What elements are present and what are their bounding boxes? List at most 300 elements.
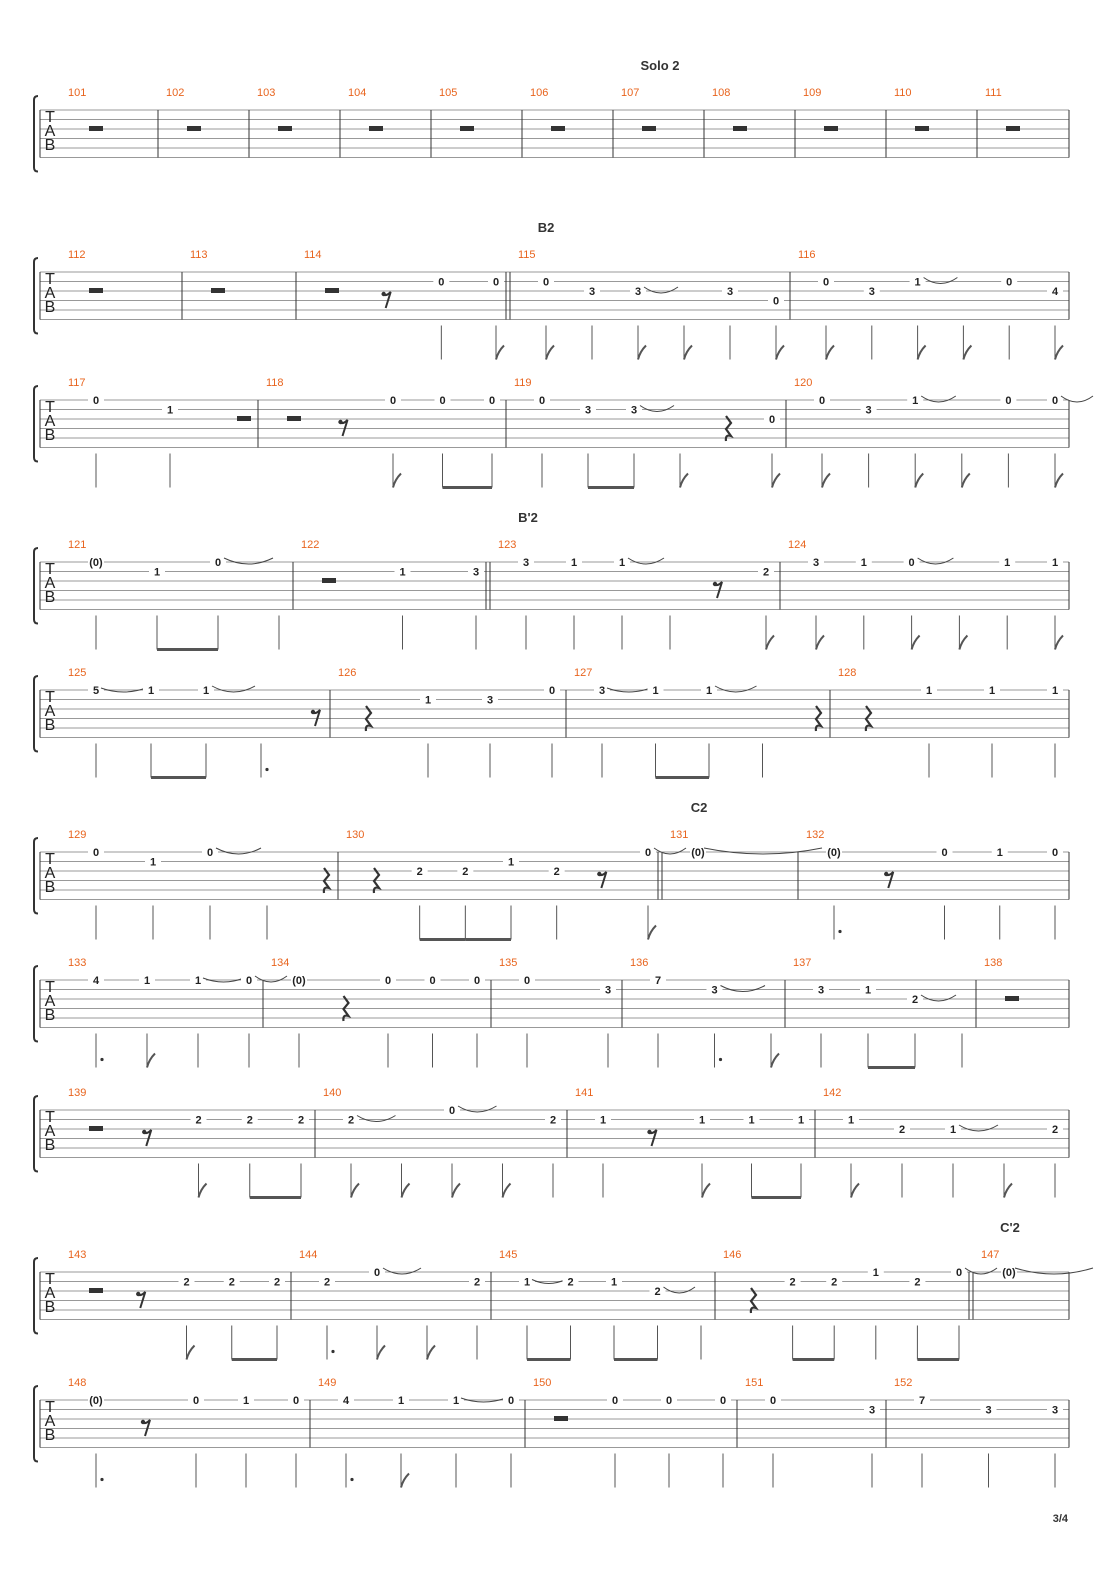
eighth-rest-dot [597, 872, 601, 876]
tab-clef-letter: B [44, 589, 56, 606]
fret-number: 3 [584, 404, 592, 417]
fret-number: 0 [92, 847, 100, 859]
measure [68, 957, 290, 1068]
eighth-flag [915, 474, 923, 488]
fret-number: 1 [618, 557, 626, 569]
tie [921, 995, 956, 1001]
measure [190, 249, 225, 293]
fret-number: 3 [868, 1404, 876, 1417]
half-rest [824, 126, 838, 131]
measure [68, 829, 329, 940]
fret-number: 1 [1051, 685, 1059, 697]
measure [299, 1249, 485, 1360]
measure-number: 101 [68, 87, 87, 99]
tab-clef-letter: B [44, 137, 56, 154]
fret-number: 1 [143, 975, 151, 987]
measure-number: 150 [533, 1377, 552, 1389]
fret-number: 1 [153, 566, 161, 579]
fret-number: 1 [166, 404, 174, 417]
eighth-flag [496, 346, 504, 360]
section-label: Solo 2 [640, 58, 680, 73]
fret-number: 1 [1004, 557, 1011, 569]
measure [621, 87, 656, 131]
measure [798, 249, 1063, 360]
fret-number: 2 [762, 566, 770, 579]
eighth-flag [638, 346, 646, 360]
half-rest [287, 416, 301, 421]
system-bracket [34, 96, 38, 172]
system-bracket [34, 1386, 38, 1462]
fret-number: 2 [183, 1276, 190, 1289]
measure-number: 104 [348, 87, 367, 99]
tab-system [34, 1220, 1093, 1360]
eighth-rest-dot [142, 1130, 146, 1134]
fret-number: 2 [1051, 1124, 1059, 1136]
fret-number: 0 [611, 1395, 619, 1407]
fret-number: 0 [439, 395, 446, 407]
measure [499, 1249, 701, 1360]
page-number: 3/4 [1052, 1513, 1068, 1525]
fret-number: 1 [452, 1395, 460, 1407]
measure-number: 144 [299, 1249, 318, 1261]
measure [166, 87, 201, 131]
half-rest [89, 1288, 103, 1293]
tab-clef-letter: T [45, 979, 55, 996]
fret-number: 4 [92, 975, 100, 987]
measure [981, 1249, 1093, 1279]
measure-number: 117 [68, 377, 86, 389]
fret-number: 0 [548, 685, 556, 697]
tie [640, 406, 674, 412]
fret-number: 3 [726, 286, 734, 298]
dot [331, 1350, 334, 1353]
measure-number: 125 [68, 667, 87, 679]
fret-number: 0 [92, 395, 100, 407]
measure-number: 106 [530, 87, 549, 99]
half-rest [551, 126, 565, 131]
fret-number: 3 [472, 566, 480, 579]
eighth-flag [648, 926, 656, 940]
tab-clef-letter: A [44, 1285, 56, 1302]
fret-number: 0 [429, 975, 436, 987]
fret-number: 1 [424, 694, 432, 707]
eighth-rest-dot [311, 710, 315, 714]
tie [212, 686, 255, 692]
measure-number: 137 [793, 957, 812, 969]
eighth-flag [912, 636, 920, 650]
fret-number: 0 [1051, 847, 1059, 859]
half-rest [369, 126, 383, 131]
tie [216, 848, 261, 854]
fret-number: 1 [912, 395, 919, 407]
system-bracket [34, 386, 38, 462]
tab-clef-letter: B [44, 879, 56, 896]
eighth-flag [918, 346, 926, 360]
fret-number: 0 [542, 276, 550, 289]
measure-number: 149 [318, 1377, 337, 1389]
measure [68, 87, 103, 131]
eighth-rest-dot [338, 420, 342, 424]
half-rest [89, 1126, 103, 1131]
fret-number: 1 [147, 685, 155, 697]
fret-number: 4 [342, 1395, 350, 1407]
measure-number: 126 [338, 667, 357, 679]
measure-number: 108 [712, 87, 731, 99]
measure-number: 135 [499, 957, 518, 969]
fret-number: 3 [604, 984, 612, 997]
tie [383, 1268, 421, 1274]
measure [712, 87, 747, 131]
eighth-flag [147, 1054, 155, 1068]
fret-number: 3 [634, 286, 642, 298]
system-bracket [34, 548, 38, 624]
tie [644, 287, 678, 293]
fret-number: 3 [588, 286, 596, 298]
measure-number: 105 [439, 87, 458, 99]
measure [630, 957, 779, 1068]
measure-number: 146 [723, 1249, 742, 1261]
fret-number: 1 [399, 566, 406, 579]
fret-number: 2 [228, 1276, 235, 1289]
section-label: B'2 [518, 510, 538, 525]
fret-number: 3 [711, 984, 718, 997]
measure [533, 1377, 731, 1488]
measure-number: 113 [190, 249, 208, 261]
system-bracket [34, 676, 38, 752]
measure [318, 1377, 519, 1488]
measure-number: 120 [794, 377, 813, 389]
measure [514, 377, 780, 488]
fret-number: 2 [567, 1276, 574, 1289]
section-label: C'2 [1000, 1220, 1020, 1235]
fret-number: 2 [898, 1124, 906, 1136]
eighth-flag [962, 474, 970, 488]
eighth-flag [816, 636, 824, 650]
dot [350, 1478, 353, 1481]
fret-number: 1 [847, 1114, 855, 1127]
fret-number: 2 [347, 1114, 355, 1127]
fret-number: 0 [488, 395, 496, 407]
tab-system [34, 377, 1093, 488]
fret-number: 2 [473, 1276, 481, 1289]
fret-number: 3 [522, 557, 530, 569]
fret-number: 7 [654, 975, 662, 987]
measure [894, 1377, 1063, 1488]
tie [924, 278, 958, 284]
fret-number: 2 [273, 1276, 281, 1289]
fret-number: 0 [1051, 395, 1059, 407]
dot [100, 1478, 103, 1481]
eighth-flag [199, 1184, 207, 1198]
measure [498, 539, 774, 650]
measure-number: 115 [518, 249, 536, 261]
tab-clef-letter: B [44, 299, 56, 316]
eighth-flag [776, 346, 784, 360]
fret-number: 1 [652, 685, 659, 697]
tie [255, 976, 287, 982]
eighth-flag [772, 474, 780, 488]
measure-number: 145 [499, 1249, 518, 1261]
measure-number: 129 [68, 829, 87, 841]
fret-number: 3 [486, 694, 494, 707]
tie [959, 1125, 998, 1131]
tab-clef-letter: A [44, 123, 56, 140]
eighth-flag [959, 636, 967, 650]
tab-clef-letter: A [44, 703, 56, 720]
fret-number: 4 [1051, 286, 1059, 298]
measure [803, 87, 838, 131]
system-bracket [34, 1096, 38, 1172]
measure-number: 132 [806, 829, 825, 841]
measure-number: 111 [985, 87, 1002, 99]
fret-number: 3 [817, 984, 825, 997]
eighth-flag [851, 1184, 859, 1198]
measure [670, 829, 825, 859]
fret-number: 1 [925, 685, 933, 697]
tab-system [34, 957, 1069, 1068]
half-rest [733, 126, 747, 131]
measure [257, 87, 292, 131]
measure [574, 667, 821, 778]
dot [100, 1058, 103, 1061]
measure [794, 377, 1093, 488]
half-rest [642, 126, 656, 131]
tie [965, 1268, 997, 1274]
measure [838, 667, 1063, 778]
fret-number: 0 [818, 395, 826, 407]
fret-number: 1 [860, 557, 867, 569]
measure [518, 249, 784, 360]
half-rest [322, 578, 336, 583]
fret-number: 3 [865, 404, 872, 417]
half-rest [278, 126, 292, 131]
fret-number: 1 [523, 1276, 531, 1289]
eighth-flag [963, 346, 971, 360]
fret-number: 0 [192, 1395, 200, 1407]
eighth-flag [402, 1184, 410, 1198]
measure [266, 377, 500, 488]
fret-number: 2 [789, 1276, 796, 1289]
half-rest [89, 288, 103, 293]
fret-number: 1 [149, 856, 157, 869]
fret-number: 1 [698, 1114, 706, 1127]
tie [628, 558, 664, 564]
dot [265, 768, 268, 771]
eighth-flag [546, 346, 554, 360]
measure-number: 107 [621, 87, 640, 99]
fret-number: 0 [473, 975, 481, 987]
measure [323, 1087, 561, 1198]
eighth-rest-dot [647, 1130, 651, 1134]
measure-number: 121 [68, 539, 87, 551]
fret-number: 1 [610, 1276, 618, 1289]
tab-clef-letter: T [45, 851, 55, 868]
eighth-flag [822, 474, 830, 488]
measure-number: 116 [798, 249, 816, 261]
measure [338, 667, 560, 778]
fret-number: 0 [1006, 276, 1013, 289]
fret-number: 2 [914, 1276, 921, 1289]
fret-number: (0) [691, 847, 705, 859]
fret-number: 2 [553, 866, 560, 878]
fret-number: 1 [202, 685, 210, 697]
measure-number: 148 [68, 1377, 87, 1389]
fret-number: (0) [89, 1395, 103, 1407]
measure [439, 87, 474, 131]
fret-number: 2 [549, 1114, 557, 1127]
measure [788, 539, 1063, 650]
tie [224, 558, 273, 564]
fret-number: 0 [772, 295, 780, 308]
measure [985, 87, 1020, 131]
tab-clef-letter: A [44, 993, 56, 1010]
tie [1015, 1268, 1093, 1274]
fret-number: 0 [523, 975, 531, 987]
tab-clef-letter: T [45, 1271, 55, 1288]
tab-clef-letter: T [45, 1109, 55, 1126]
eighth-rest-dot [136, 1292, 140, 1296]
tab-clef-letter: B [44, 717, 56, 734]
dot [838, 930, 841, 933]
measure [745, 1377, 880, 1488]
system-bracket [34, 838, 38, 914]
fret-number: 1 [914, 276, 921, 289]
tab-clef-letter: A [44, 413, 56, 430]
measure [68, 377, 251, 488]
measure [348, 87, 383, 131]
dot [719, 1058, 722, 1061]
measure-number: 109 [803, 87, 822, 99]
fret-number: 1 [1051, 557, 1059, 569]
fret-number: 1 [988, 685, 996, 697]
eighth-flag [1055, 636, 1063, 650]
measure [723, 1249, 1000, 1360]
measure [68, 1377, 304, 1488]
tab-clef-letter: T [45, 109, 55, 126]
measure [575, 1087, 809, 1198]
tie [654, 848, 686, 854]
fret-number: 3 [630, 404, 638, 417]
measure-number: 128 [838, 667, 857, 679]
measure-number: 140 [323, 1087, 342, 1099]
fret-number: 0 [214, 557, 222, 569]
measure [530, 87, 565, 131]
measure [793, 957, 962, 1068]
fret-number: 1 [397, 1395, 405, 1407]
fret-number: 0 [822, 276, 830, 289]
eighth-flag [401, 1474, 409, 1488]
fret-number: 0 [292, 1395, 300, 1407]
tab-system [34, 58, 1069, 172]
fret-number: (0) [89, 557, 103, 569]
fret-number: 0 [719, 1395, 727, 1407]
tab-clef-letter: A [44, 1413, 56, 1430]
tie [921, 396, 956, 402]
measure-number: 141 [575, 1087, 594, 1099]
eighth-flag [766, 636, 774, 650]
eighth-flag [503, 1184, 511, 1198]
half-rest [187, 126, 201, 131]
measure-number: 131 [670, 829, 689, 841]
eighth-flag [826, 346, 834, 360]
measure-number: 114 [304, 249, 322, 261]
half-rest [554, 1416, 568, 1421]
fret-number: 0 [665, 1395, 673, 1407]
measure-number: 130 [346, 829, 365, 841]
measure-number: 102 [166, 87, 185, 99]
tab-clef-letter: B [44, 1299, 56, 1316]
eighth-flag [427, 1346, 435, 1360]
fret-number: 3 [1051, 1404, 1059, 1417]
fret-number: 1 [797, 1114, 805, 1127]
fret-number: 1 [996, 847, 1003, 859]
measure-number: 103 [257, 87, 276, 99]
eighth-rest-dot [141, 1420, 145, 1424]
measure-number: 142 [823, 1087, 842, 1099]
fret-number: 0 [769, 1395, 777, 1407]
fret-number: 0 [384, 975, 392, 987]
half-rest [325, 288, 339, 293]
eighth-flag [702, 1184, 710, 1198]
measure-number: 110 [894, 87, 912, 99]
tie [704, 848, 822, 854]
tab-clef-letter: A [44, 285, 56, 302]
fret-number: 1 [507, 856, 515, 869]
tab-system [34, 667, 1069, 778]
tab-system [34, 800, 1069, 940]
fret-number: 1 [242, 1395, 250, 1407]
measure-number: 136 [630, 957, 649, 969]
tie [1061, 396, 1093, 402]
fret-number: 2 [323, 1276, 331, 1289]
measure [68, 539, 279, 650]
fret-number: 1 [872, 1267, 879, 1279]
half-rest [1006, 126, 1020, 131]
measure [499, 957, 616, 1068]
fret-number: 0 [206, 847, 214, 859]
eighth-flag [377, 1346, 385, 1360]
eighth-flag [680, 474, 688, 488]
measure-number: 124 [788, 539, 807, 551]
measure [68, 1249, 285, 1360]
fret-number: 0 [492, 276, 500, 289]
eighth-rest-dot [884, 872, 888, 876]
fret-number: 0 [955, 1267, 963, 1279]
measure [304, 249, 504, 360]
fret-number: 0 [438, 276, 445, 289]
fret-number: 3 [812, 557, 820, 569]
eighth-flag [452, 1184, 460, 1198]
section-label: C2 [690, 800, 708, 815]
fret-number: 0 [941, 847, 948, 859]
measure-number: 133 [68, 957, 87, 969]
fret-number: (0) [292, 975, 306, 987]
fret-number: 2 [462, 866, 469, 878]
fret-number: 0 [768, 414, 776, 426]
measure-number: 152 [894, 1377, 913, 1389]
fret-number: 0 [448, 1105, 456, 1117]
measure-number: 119 [514, 377, 532, 389]
measure [806, 829, 1063, 940]
fret-number: 0 [245, 975, 253, 987]
fret-number: 1 [864, 984, 872, 997]
fret-number: 2 [195, 1114, 202, 1127]
tab-system [34, 510, 1069, 650]
eighth-flag [1055, 474, 1063, 488]
measure-number: 138 [984, 957, 1003, 969]
measure [823, 1087, 1063, 1198]
section-label: B2 [537, 220, 555, 235]
